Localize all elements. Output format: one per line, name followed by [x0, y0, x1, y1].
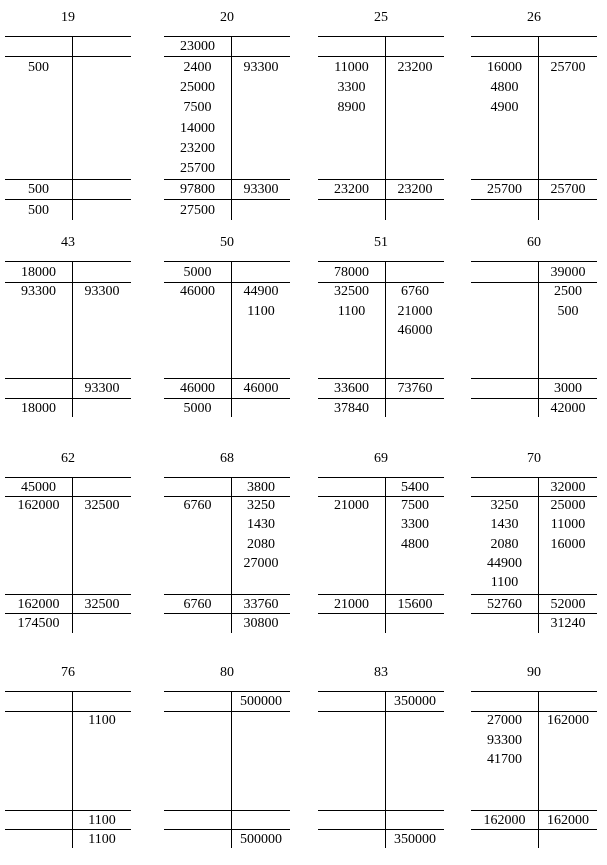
- closing-debit: 37840: [334, 400, 369, 416]
- opening-line: [164, 711, 290, 712]
- turnover-debit: 97800: [180, 182, 215, 197]
- account-title: 25: [374, 10, 388, 25]
- opening-debit: 78000: [334, 264, 369, 280]
- debit-entry: 6760: [183, 498, 212, 513]
- closing-credit: 42000: [550, 400, 586, 416]
- debit-entry: 11000: [334, 60, 369, 75]
- opening-credit: 39000: [550, 264, 586, 280]
- turnover-credit: 93300: [243, 182, 279, 197]
- turnover-credit: 162000: [547, 812, 589, 828]
- credit-entry: 11000: [550, 517, 586, 533]
- turnover-line: [164, 810, 290, 811]
- header-line: [5, 691, 131, 692]
- account-title: 90: [527, 665, 541, 680]
- credit-entry: 25000: [550, 498, 586, 513]
- opening-line: [318, 711, 444, 712]
- debit-entry: 23200: [180, 140, 215, 156]
- turnover-credit: 33760: [243, 596, 279, 612]
- account-title: 69: [374, 451, 388, 466]
- debit-entry: 16000: [487, 60, 522, 75]
- credit-entry: 16000: [550, 536, 586, 552]
- account-title: 76: [61, 665, 75, 680]
- turnover-debit: 25700: [487, 182, 522, 197]
- debit-entry: 8900: [337, 100, 366, 116]
- debit-entry: 44900: [487, 555, 522, 571]
- debit-entry: 4800: [490, 80, 519, 96]
- debit-entry: 21000: [334, 498, 369, 513]
- divider-line: [385, 691, 386, 848]
- debit-entry: 1100: [337, 303, 366, 319]
- account-title: 62: [61, 451, 75, 466]
- credit-entry: 93300: [84, 284, 120, 299]
- debit-entry: 32500: [334, 284, 369, 299]
- turnover-debit: 21000: [334, 596, 369, 612]
- turnover-debit: 33600: [334, 381, 369, 396]
- turnover-credit: 3000: [554, 381, 582, 396]
- account-title: 83: [374, 665, 388, 680]
- account-title: 60: [527, 235, 541, 250]
- debit-entry: 7500: [183, 100, 212, 116]
- closing-credit: 1100: [88, 831, 116, 847]
- debit-entry: 93300: [487, 732, 522, 748]
- debit-entry: 14000: [180, 120, 215, 136]
- turnover-credit: 73760: [397, 381, 433, 396]
- account-title: 50: [220, 235, 234, 250]
- opening-credit: 5400: [401, 479, 429, 495]
- turnover-debit: 162000: [17, 596, 60, 612]
- opening-line: [471, 711, 597, 712]
- opening-debit: 5000: [183, 264, 212, 280]
- closing-credit: 500000: [240, 831, 282, 847]
- turnover-debit: 23200: [334, 182, 369, 197]
- turnover-debit: 6760: [183, 596, 212, 612]
- debit-entry: 3250: [490, 498, 519, 513]
- debit-entry: 1430: [490, 517, 519, 533]
- closing-debit: 5000: [183, 400, 212, 416]
- credit-entry: 44900: [243, 284, 279, 299]
- closing-line: [164, 829, 290, 830]
- debit-entry: 41700: [487, 752, 522, 768]
- turnover-line: [471, 810, 597, 811]
- account-title: 19: [61, 10, 75, 25]
- credit-entry: 6760: [401, 284, 429, 299]
- closing-credit: 30800: [243, 616, 279, 631]
- turnover-credit: 32500: [84, 596, 120, 612]
- header-line: [471, 691, 597, 692]
- account-title: 43: [61, 235, 75, 250]
- turnover-debit: 162000: [483, 812, 526, 828]
- account-83: [318, 0, 444, 865]
- credit-entry: 32500: [84, 498, 120, 513]
- debit-entry: 4900: [490, 100, 519, 116]
- turnover-line: [5, 810, 131, 811]
- turnover-credit: 15600: [397, 596, 433, 612]
- turnover-debit: 500: [28, 182, 49, 197]
- credit-entry: 46000: [397, 323, 433, 338]
- closing-debit: 174500: [17, 616, 60, 631]
- turnover-credit: 52000: [550, 596, 586, 612]
- opening-credit: 3800: [247, 479, 275, 495]
- credit-entry: 1100: [247, 303, 275, 319]
- turnover-credit: 25700: [550, 182, 586, 197]
- credit-entry: 21000: [397, 303, 433, 319]
- credit-entry: 2080: [247, 536, 275, 552]
- turnover-line: [318, 810, 444, 811]
- credit-entry: 4800: [401, 536, 429, 552]
- closing-credit: 350000: [394, 831, 436, 847]
- debit-entry: 2080: [490, 536, 519, 552]
- account-76: [5, 0, 131, 865]
- account-title: 80: [220, 665, 234, 680]
- opening-debit: 18000: [21, 264, 56, 280]
- debit-entry: 2400: [183, 60, 212, 75]
- closing-credit: 31240: [550, 616, 586, 631]
- credit-entry: 27000: [243, 555, 279, 571]
- debit-entry: 27000: [487, 713, 522, 728]
- divider-line: [231, 691, 232, 848]
- turnover-credit: 1100: [88, 812, 116, 828]
- closing-debit: 500: [28, 202, 49, 218]
- account-title: 68: [220, 451, 234, 466]
- debit-entry: 25000: [180, 80, 215, 96]
- account-80: [164, 0, 290, 865]
- account-title: 70: [527, 451, 541, 466]
- credit-entry: 1100: [88, 713, 116, 728]
- opening-credit: 32000: [550, 479, 586, 495]
- credit-entry: 25700: [550, 60, 586, 75]
- turnover-credit: 46000: [243, 381, 279, 396]
- account-title: 51: [374, 235, 388, 250]
- turnover-credit: 93300: [84, 381, 120, 396]
- debit-entry: 46000: [180, 284, 215, 299]
- turnover-debit: 46000: [180, 381, 215, 396]
- closing-line: [471, 829, 597, 830]
- account-title: 20: [220, 10, 234, 25]
- credit-entry: 23200: [397, 60, 433, 75]
- debit-entry: 1100: [490, 575, 519, 591]
- credit-entry: 7500: [401, 498, 429, 513]
- credit-entry: 93300: [243, 60, 279, 75]
- debit-entry: 25700: [180, 161, 215, 176]
- opening-credit: 350000: [394, 694, 436, 709]
- debit-entry: 93300: [21, 284, 56, 299]
- closing-debit: 27500: [180, 202, 215, 218]
- credit-entry: 1430: [247, 517, 275, 533]
- credit-entry: 162000: [547, 713, 589, 728]
- opening-credit: 500000: [240, 694, 282, 709]
- closing-line: [318, 829, 444, 830]
- header-line: [164, 691, 290, 692]
- debit-entry: 162000: [17, 498, 60, 513]
- turnover-credit: 23200: [397, 182, 433, 197]
- closing-line: [5, 829, 131, 830]
- credit-entry: 500: [557, 303, 579, 319]
- opening-debit: 45000: [21, 479, 56, 495]
- account-title: 26: [527, 10, 541, 25]
- opening-debit: 23000: [180, 39, 215, 54]
- credit-entry: 3250: [247, 498, 275, 513]
- credit-entry: 3300: [401, 517, 429, 533]
- opening-line: [5, 711, 131, 712]
- turnover-debit: 52760: [487, 596, 522, 612]
- closing-debit: 18000: [21, 400, 56, 416]
- account-90: [471, 0, 597, 865]
- credit-entry: 2500: [554, 284, 582, 299]
- header-line: [318, 691, 444, 692]
- debit-entry: 500: [28, 60, 49, 75]
- debit-entry: 3300: [337, 80, 366, 96]
